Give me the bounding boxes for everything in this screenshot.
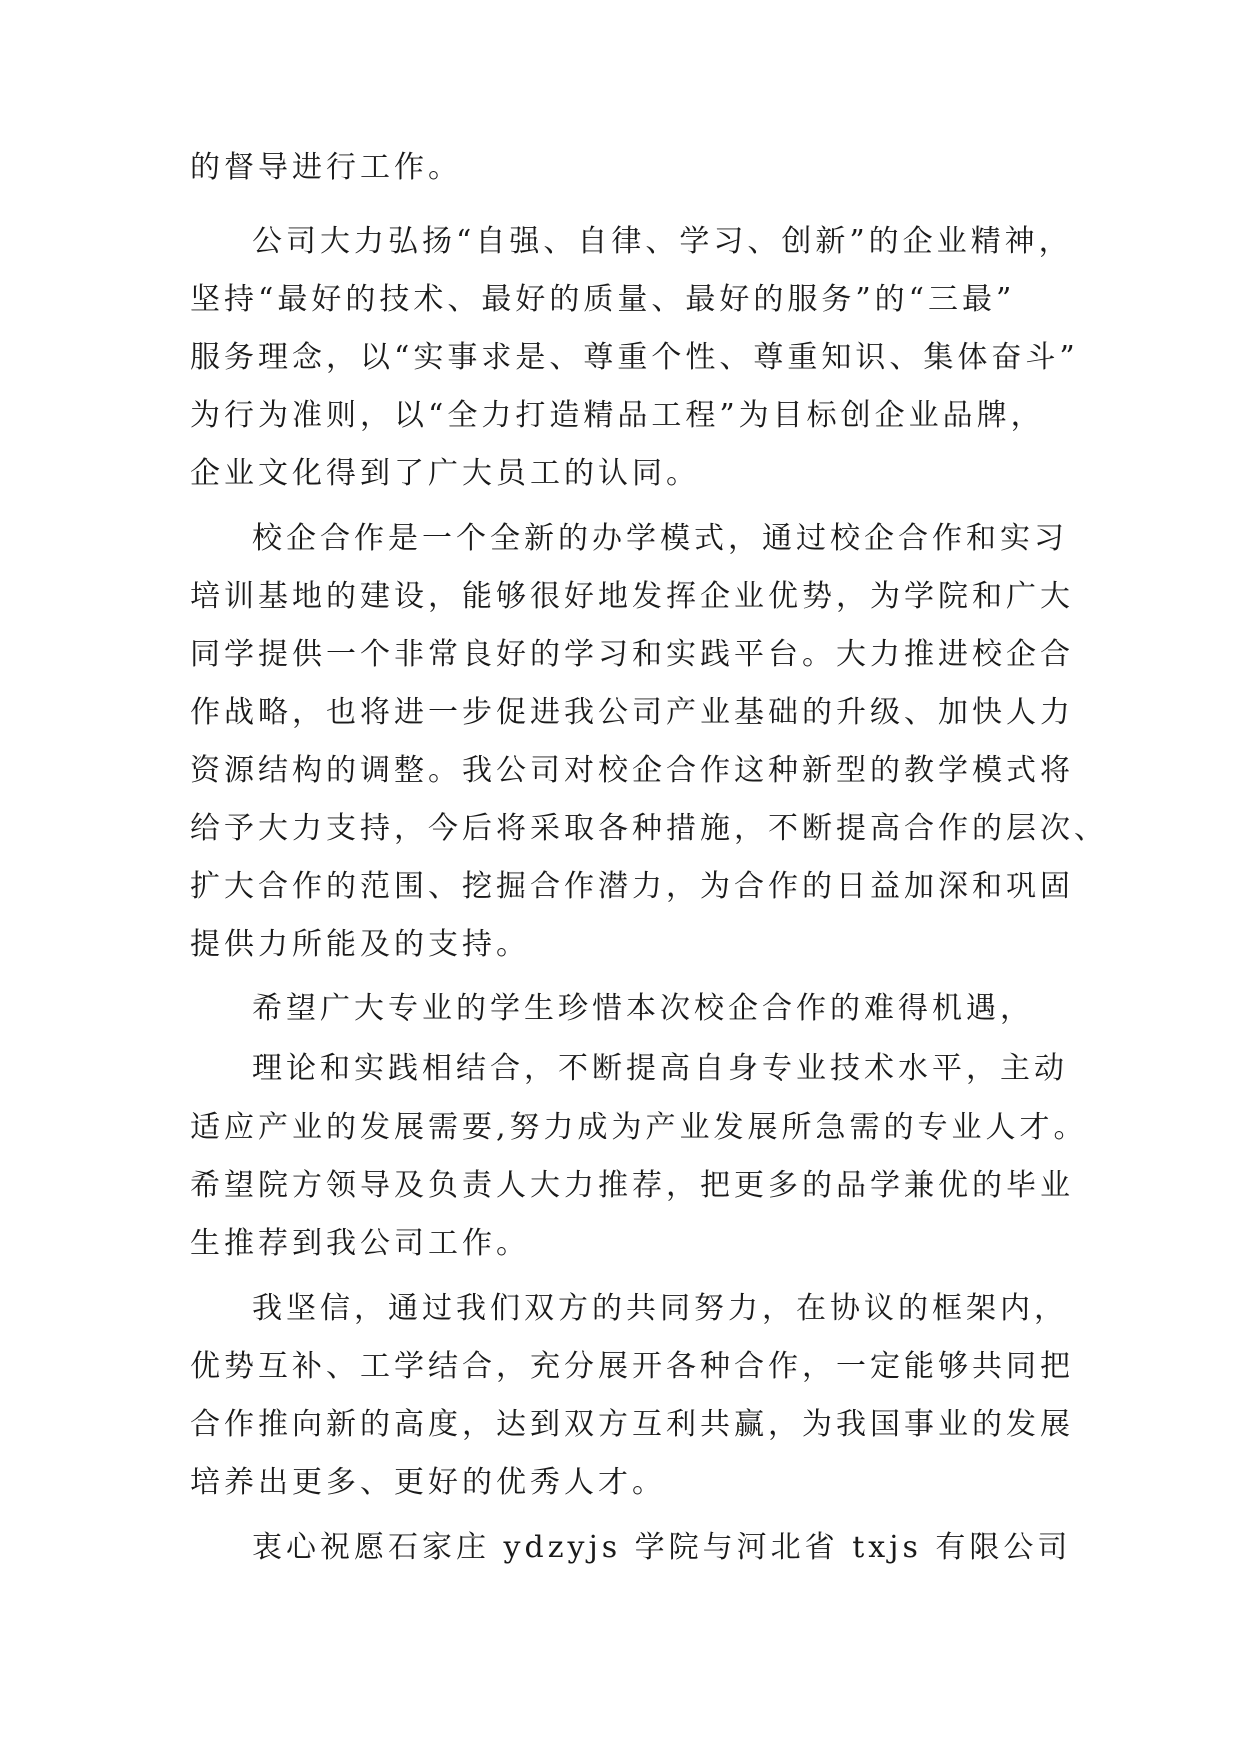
text-line: 公司大力弘扬“自强、自律、学习、创新”的企业精神， [252, 224, 1073, 259]
text-line: 适应产业的发展需要,努力成为产业发展所急需的专业人才。 [190, 1110, 1088, 1145]
text-line: 企业文化得到了广大员工的认同。 [190, 456, 700, 491]
text-line: 我坚信，通过我们双方的共同努力，在协议的框架内， [252, 1291, 1068, 1326]
text-line: 希望院方领导及负责人大力推荐，把更多的品学兼优的毕业 [190, 1168, 1074, 1203]
text-line: 资源结构的调整。我公司对校企合作这种新型的教学模式将 [190, 753, 1074, 788]
text-line: 坚持“最好的技术、最好的质量、最好的服务”的“三最” [190, 282, 1016, 317]
text-line: 希望广大专业的学生珍惜本次校企合作的难得机遇， [252, 991, 1034, 1026]
text-line: 扩大合作的范围、挖掘合作潜力，为合作的日益加深和巩固 [190, 869, 1074, 904]
text-line: 理论和实践相结合，不断提高自身专业技术水平，主动 [252, 1051, 1068, 1086]
text-line: 校企合作是一个全新的办学模式，通过校企合作和实习 [252, 521, 1068, 556]
text-line: 提供力所能及的支持。 [190, 927, 530, 962]
text-line: 衷心祝愿石家庄 ydzyjs 学院与河北省 txjs 有限公司 [252, 1530, 1072, 1565]
text-line: 培训基地的建设，能够很好地发挥企业优势，为学院和广大 [190, 579, 1074, 614]
text-line: 生推荐到我公司工作。 [190, 1226, 530, 1261]
text-line: 同学提供一个非常良好的学习和实践平台。大力推进校企合 [190, 637, 1074, 672]
text-line: 培养出更多、更好的优秀人才。 [190, 1465, 666, 1500]
text-line: 优势互补、工学结合，充分展开各种合作，一定能够共同把 [190, 1349, 1074, 1384]
text-line: 为行为准则，以“全力打造精品工程”为目标创企业品牌， [190, 398, 1045, 433]
text-line: 服务理念，以“实事求是、尊重个性、尊重知识、集体奋斗” [190, 340, 1079, 375]
text-line: 的督导进行工作。 [190, 150, 462, 185]
text-line: 合作推向新的高度，达到双方互利共赢，为我国事业的发展 [190, 1407, 1074, 1442]
text-line: 作战略，也将进一步促进我公司产业基础的升级、加快人力 [190, 695, 1074, 730]
text-line: 给予大力支持，今后将采取各种措施，不断提高合作的层次、 [190, 811, 1108, 846]
